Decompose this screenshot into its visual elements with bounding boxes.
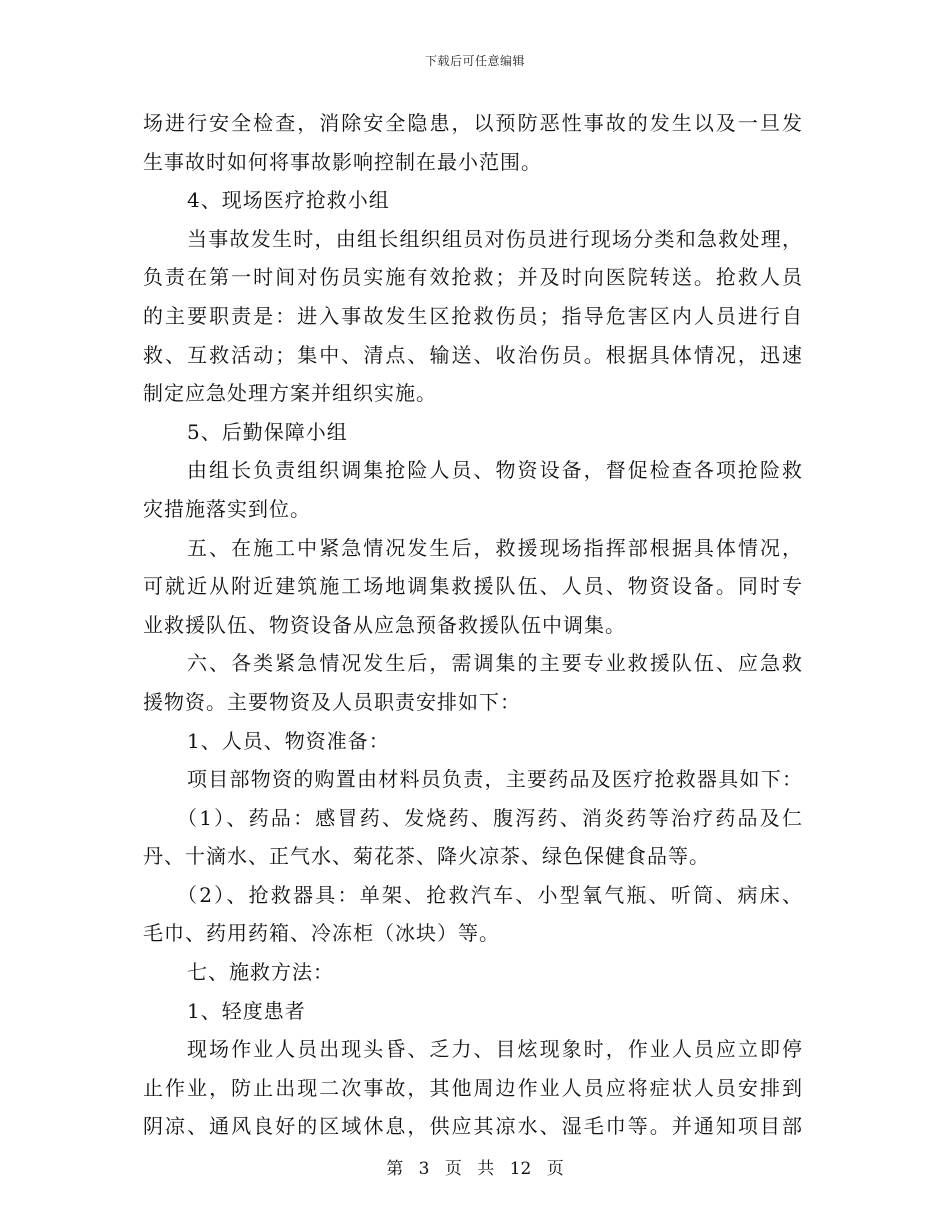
body-line: 当事故发生时，由组长组织组员对伤员进行现场分类和急救处理， <box>187 226 803 251</box>
body-line: 制定应急处理方案并组织实施。 <box>143 381 437 406</box>
body-line: 的主要职责是：进入事故发生区抢救伤员；指导危害区内人员进行自 <box>143 303 803 328</box>
document-body <box>143 104 803 1146</box>
body-line: 阴凉、通风良好的区域休息，供应其凉水、湿毛巾等。并通知项目部 <box>143 1114 803 1139</box>
section-heading: 5、后勤保障小组 <box>187 419 348 444</box>
footer-ye2: 页 <box>546 1159 564 1179</box>
body-line: 毛巾、药用药箱、冷冻柜（冰块）等。 <box>143 921 500 946</box>
body-line: 丹、十滴水、正气水、菊花茶、降火凉茶、绿色保健食品等。 <box>143 844 710 869</box>
body-line: 生事故时如何将事故影响控制在最小范围。 <box>143 149 542 174</box>
section-heading: 1、人员、物资准备： <box>187 728 390 753</box>
body-line: 止作业，防止出现二次事故，其他周边作业人员应将症状人员安排到 <box>143 1075 803 1100</box>
body-line: 负责在第一时间对伤员实施有效抢救；并及时向医院转送。抢救人员 <box>143 265 803 290</box>
body-line: （1）、药品：感冒药、发烧药、腹泻药、消炎药等治疗药品及仁 <box>177 805 803 830</box>
body-line: 五、在施工中紧急情况发生后，救援现场指挥部根据具体情况， <box>187 535 803 560</box>
body-line: 项目部物资的购置由材料员负责，主要药品及医疗抢救器具如下： <box>187 767 803 792</box>
body-line: 灾措施落实到位。 <box>143 496 311 521</box>
body-line: 援物资。主要物资及人员职责安排如下： <box>143 689 521 714</box>
body-line: 场进行安全检查，消除安全隐患，以预防恶性事故的发生以及一旦发 <box>143 111 803 135</box>
section-heading: 1、轻度患者 <box>187 998 306 1023</box>
body-line: 救、互救活动；集中、清点、输送、收治伤员。根据具体情况，迅速 <box>143 342 803 367</box>
page-header: 下载后可任意编辑 <box>424 54 525 68</box>
body-line: （2）、抢救器具：单架、抢救汽车、小型氧气瓶、听筒、病床、 <box>177 882 803 907</box>
body-line: 可就近从附近建筑施工场地调集救援队伍、人员、物资设备。同时专 <box>143 574 803 599</box>
footer-ye: 页 <box>444 1159 462 1179</box>
footer-total-pages: 12 <box>509 1159 532 1179</box>
footer-page-number: 3 <box>418 1159 430 1179</box>
footer-di: 第 <box>386 1159 404 1179</box>
body-line: 由组长负责组织调集抢险人员、物资设备，督促检查各项抢险救 <box>187 458 803 483</box>
body-line: 现场作业人员出现头昏、乏力、目炫现象时，作业人员应立即停 <box>187 1037 803 1062</box>
body-line: 六、各类紧急情况发生后，需调集的主要专业救援队伍、应急救 <box>187 651 803 676</box>
body-line: 业救援队伍、物资设备从应急预备救援队伍中调集。 <box>143 612 626 637</box>
footer-gong: 共 <box>477 1159 495 1179</box>
page-footer <box>0 1154 950 1179</box>
section-heading: 七、施救方法： <box>187 960 334 985</box>
section-heading: 4、现场医疗抢救小组 <box>187 188 390 213</box>
